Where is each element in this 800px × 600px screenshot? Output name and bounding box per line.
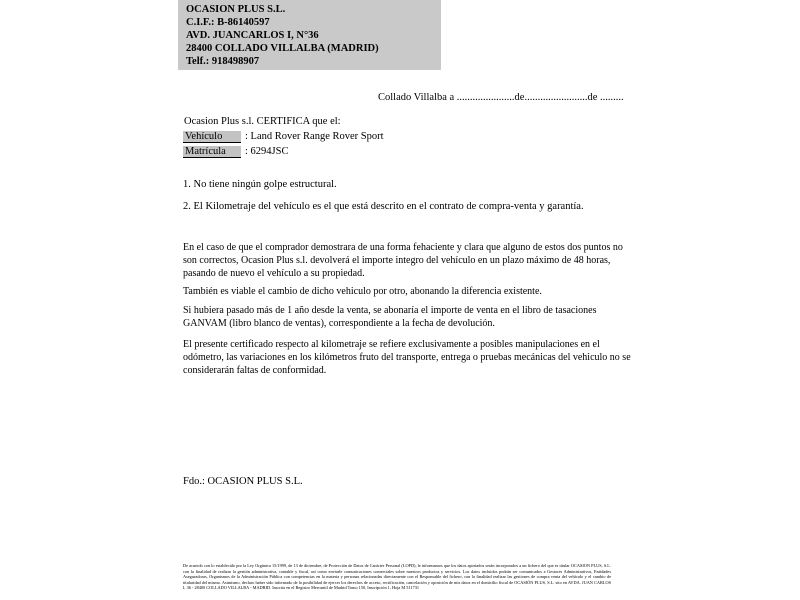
exchange-paragraph: También es viable el cambio de dicho vehiculo por otro, abonando la diferencia existente. — [183, 286, 542, 297]
odometer-paragraph: El presente certificado respecto al kilometraje se refiere exclusivamente a posibles manipulaciones en el odómetro, las variaciones en los kilómetros fruto del transporte, entrega o pruebas mecánicas del vehiculo no se considerarán faltas de conformidad. — [183, 339, 631, 376]
company-header-box — [178, 0, 441, 70]
refund-paragraph: En el caso de que el comprador demostrara de una forma fehaciente y clara que alguno de estos dos puntos no son correctos, Ocasion Plus s.l. devolverá el importe integro del vehículo en un plazo máximo de 48 horas, pasando de nuevo el vehículo a su propiedad. — [183, 242, 623, 279]
company-phone: Telf.: 918498907 — [186, 56, 260, 67]
company-city: 28400 COLLADO VILLALBA (MADRID) — [186, 43, 379, 54]
signature-line: Fdo.: OCASION PLUS S.L. — [183, 476, 303, 487]
date-fill-in-line: Collado Villalba a ......................de........................de ......... — [378, 92, 624, 103]
plate-value: : 6294JSC — [245, 146, 289, 157]
vehicle-value: : Land Rover Range Rover Sport — [245, 131, 384, 142]
certifies-line: Ocasion Plus s.l. CERTIFICA que el: — [184, 116, 341, 127]
plate-line — [183, 146, 288, 158]
ganvam-paragraph: Si hubiera pasado más de 1 año desde la venta, se abonaría el importe de venta en el libro de tasaciones GANVAM (libro blanco de ventas), correspondiente a la fecha de devolución. — [183, 305, 597, 329]
legal-data-protection-notice: De acuerdo con lo establecido por la Ley Orgánica 15/1999, de 13 de diciembre, de Protección de Datos de Carácter Personal (LOPD), le informamos que los datos aportados serán incorporados a un fichero del que es titular OCASION PLUS, S.L. con la finalidad de realizar la gestión administrativa, contable y fiscal, así como enviarle comunicaciones comerciales sobre nuestros productos y servicios. Los datos incluidos podrán ser comunicados a Gestores Administrativos, Entidades Aseguradoras, Organismos de la Administración Pública con competencias en la materia y personas relacionadas directamente con el Responsable del fichero, con la finalidad realizar las gestiones de compra venta del vehículo y el cambio de titularidad del mismo. Asimismo, declaro haber sido informado de la posibilidad de ejercer los derechos de acceso, rectificación, cancelación y oposición de mis datos en el domicilio fiscal de OCASIÓN PLUS, S.L. sito en AVDA. JUAN CARLOS I, 36 - 28400 COLLADO VILLALBA - MADRID. Inscrita en el Registro Mercantil de Madrid Tomo 150, Inscripción 1, Hoja M 511731 — [183, 563, 611, 590]
company-cif: C.I.F.: B-86140597 — [186, 17, 270, 28]
vehicle-line — [183, 131, 384, 143]
vehicle-label: Vehículo — [183, 131, 241, 143]
certificate-point-1: 1. No tiene ningún golpe estructural. — [183, 179, 337, 190]
company-address: AVD. JUANCARLOS I, N°36 — [186, 30, 319, 41]
certificate-point-2: 2. El Kilometraje del vehículo es el que está descrito en el contrato de compra-venta y garantía. — [183, 201, 584, 212]
company-name: OCASION PLUS S.L. — [186, 4, 286, 15]
plate-label: Matrícula — [183, 146, 241, 158]
